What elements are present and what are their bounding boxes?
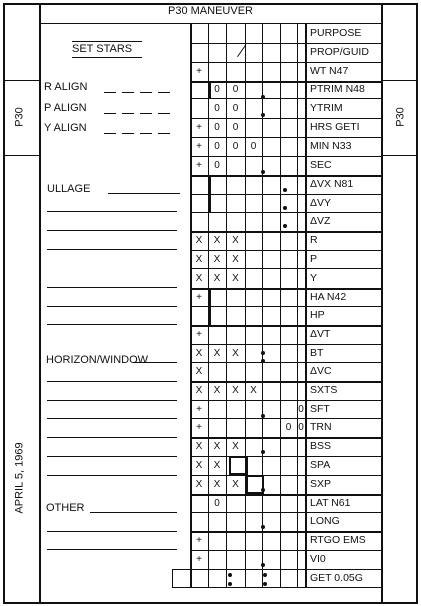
frame-right (416, 3, 418, 604)
grid-cell: + (196, 422, 202, 433)
frame-bottom (3, 602, 418, 604)
right-label: HA N42 (310, 290, 347, 303)
right-label: YTRIM (310, 101, 343, 114)
right-label: BSS (310, 440, 332, 452)
grid-cell: X (232, 479, 239, 490)
block-line (190, 325, 381, 327)
write-in-line (47, 475, 177, 476)
decimal-dot (261, 563, 265, 567)
grid-cell: X (213, 385, 221, 396)
grid-cell: X (232, 272, 239, 284)
decimal-dot (261, 525, 265, 529)
decimal-dot (261, 488, 265, 492)
write-in-line (47, 381, 177, 382)
grid-cell: X (195, 235, 203, 246)
right-label: ΔVY (310, 196, 332, 209)
grid-cell: X (232, 385, 239, 396)
align-blank (122, 113, 134, 114)
write-in-line (47, 287, 177, 288)
right-label: R (310, 234, 318, 246)
align-label: Y ALIGN (44, 122, 87, 134)
right-label: SXP (310, 478, 332, 490)
grid-cell: + (196, 122, 202, 133)
align-blank (122, 92, 134, 93)
right-label: LAT N61 (310, 496, 351, 509)
align-blank (140, 133, 152, 134)
grid-cell: 0 (298, 403, 304, 415)
frame-left (3, 3, 5, 604)
right-label: ΔVX N81 (310, 178, 354, 190)
grid-cell: + (196, 141, 202, 152)
grid-cell: X (213, 272, 221, 284)
right-label: SEC (310, 159, 332, 171)
grid-line (190, 62, 381, 63)
grid-cell: X (250, 385, 257, 396)
other-label: OTHER (46, 502, 85, 514)
right-label: SPA (310, 459, 331, 471)
right-label: RTGO EMS (310, 534, 366, 546)
grid-line (190, 194, 381, 195)
right-label: WT N47 (310, 65, 349, 77)
decimal-dot (228, 582, 232, 586)
heavy-box (229, 456, 248, 475)
right-label: PURPOSE (310, 26, 362, 39)
grid-cell: 0 (232, 102, 239, 114)
grid-cell: + (196, 66, 202, 77)
set-stars-label: SET STARS (72, 43, 133, 55)
grid-cell: X (213, 347, 221, 359)
grid-cell: + (196, 535, 202, 546)
write-in-line (47, 211, 177, 212)
ullage-label: ULLAGE (47, 183, 91, 195)
align-blank (158, 113, 170, 114)
grid-cell: X (232, 235, 239, 246)
grid-column-line (226, 24, 227, 587)
right-tab-label: P30 (394, 107, 407, 127)
decimal-dot (263, 573, 267, 577)
grid-cell: 0 (285, 422, 292, 433)
right-label: MIN N33 (310, 140, 352, 152)
grid-cell: 0 (298, 422, 304, 433)
grid-cell: X (213, 479, 221, 490)
grid-cell: 0 (232, 122, 239, 133)
grid-cell: X (195, 385, 203, 396)
grid-cell: 0 (214, 122, 220, 133)
right-tab-divider (381, 3, 383, 604)
right-label: SXTS (310, 384, 338, 396)
write-in-line (47, 437, 177, 438)
grid-cell: 0 (214, 141, 220, 152)
grid-cell: X (232, 441, 239, 452)
write-in-line (47, 306, 177, 307)
right-label: PROP/GUID (310, 46, 369, 58)
right-label: TRN (310, 421, 332, 433)
right-tab-top (381, 80, 418, 81)
right-label: ΔVT (310, 328, 331, 340)
heavy-bar (208, 175, 211, 212)
grid-cell: X (213, 460, 221, 471)
right-label: ΔVZ (310, 215, 331, 227)
get-row-left (172, 569, 173, 587)
write-in-line (47, 549, 177, 550)
decimal-dot (283, 224, 287, 228)
right-label: P (310, 252, 318, 265)
grid-cell: X (195, 253, 203, 265)
decimal-dot (261, 95, 265, 99)
right-label: Y (310, 271, 318, 284)
align-blank (122, 133, 134, 134)
right-label: SFT (310, 402, 330, 415)
align-blank (158, 92, 170, 93)
align-blank (140, 113, 152, 114)
grid-cell: + (196, 329, 202, 340)
grid-line (190, 550, 381, 551)
grid-cell: X (195, 272, 203, 284)
grid-cell: 0 (232, 141, 239, 152)
right-label: HP (310, 309, 325, 321)
left-tab-label: P30 (13, 107, 26, 127)
right-label: HRS GETI (310, 121, 360, 133)
align-blank (158, 133, 170, 134)
right-label: GET 0.05G (310, 571, 363, 584)
right-label: LONG (310, 515, 340, 527)
grid-column-line (297, 24, 298, 587)
decimal-dot (283, 188, 287, 192)
write-in-line (47, 249, 177, 250)
horizon-window-label: HORIZON/WINDOW (46, 354, 149, 366)
get-row-bottom (172, 587, 190, 588)
set-stars-overline (72, 41, 142, 42)
grid-column-line (262, 24, 263, 587)
block-line (190, 531, 381, 533)
decimal-dot (261, 450, 265, 454)
grid-cell: + (196, 160, 202, 171)
grid-column-line (280, 24, 281, 587)
decimal-dot (283, 206, 287, 210)
grid-cell: 0 (250, 141, 257, 152)
left-tab-top (3, 80, 41, 81)
grid-cell: X (232, 347, 239, 359)
right-tab-bottom (381, 155, 418, 156)
left-tab-bottom (3, 155, 41, 156)
set-stars-underline (72, 57, 142, 58)
block-line (190, 288, 381, 290)
grid-cell: 0 (214, 160, 220, 171)
grid-line (190, 212, 381, 213)
align-label: R ALIGN (44, 81, 88, 93)
decimal-dot (261, 113, 265, 117)
align-label: P ALIGN (44, 102, 87, 114)
right-label: PTRIM N48 (310, 83, 365, 95)
grid-line (190, 362, 381, 363)
grid-cell: X (213, 253, 221, 265)
write-in-line (108, 193, 180, 194)
grid-line (190, 587, 381, 588)
write-in-line (90, 512, 177, 513)
grid-line (190, 43, 381, 44)
grid-cell: 0 (214, 84, 220, 95)
write-in-line (47, 324, 177, 325)
grid-line (190, 400, 381, 401)
block-line (190, 175, 381, 177)
grid-cell: X (232, 253, 239, 265)
grid-cell: 0 (232, 84, 239, 95)
grid-cell: X (213, 441, 221, 452)
align-blank (104, 133, 116, 134)
align-blank (140, 92, 152, 93)
right-label: ΔVC (310, 365, 332, 377)
form-title: P30 MANEUVER (168, 5, 253, 17)
grid-cell: 0 (214, 102, 220, 114)
title-underline (41, 23, 381, 24)
grid-cell: X (195, 479, 203, 490)
grid-cell: X (195, 347, 203, 359)
grid-cell: + (196, 291, 202, 303)
date-label: APRIL 5, 1969 (13, 442, 26, 514)
get-row-top (172, 569, 190, 570)
decimal-dot (263, 582, 267, 586)
write-in-line (47, 400, 177, 401)
grid-cell: 0 (214, 497, 220, 509)
grid-line (190, 306, 381, 307)
grid-column-line (305, 24, 307, 587)
write-in-line (47, 531, 177, 532)
grid-cell: + (196, 403, 202, 415)
grid-cell: + (196, 554, 202, 565)
decimal-dot (261, 359, 265, 363)
align-blank (104, 113, 116, 114)
write-in-line (47, 418, 177, 419)
grid-cell: X (195, 441, 203, 452)
decimal-dot (261, 351, 265, 355)
decimal-dot (228, 573, 232, 577)
grid-line (190, 569, 381, 570)
right-label: BT (310, 346, 324, 359)
decimal-dot (261, 170, 265, 174)
grid-cell: X (213, 235, 221, 246)
left-tab-divider (39, 3, 41, 604)
heavy-bar (208, 288, 211, 325)
grid-column-line (245, 24, 246, 587)
decimal-dot (261, 414, 265, 418)
align-blank (104, 92, 116, 93)
grid-cell: X (195, 366, 203, 377)
right-label: VI0 (310, 553, 326, 565)
write-in-line (47, 230, 177, 231)
write-in-line (47, 456, 177, 457)
grid-cell: X (195, 460, 203, 471)
grid-line (190, 512, 381, 513)
